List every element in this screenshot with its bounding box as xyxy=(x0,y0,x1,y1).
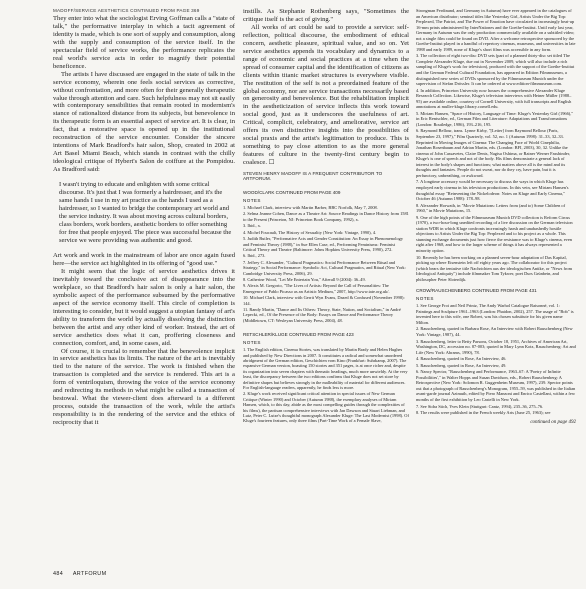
footnote: 10. Recently he has been working on a planned seven-hour adaptation of Das Kapital, picking up where Eisenstein left off eighty years ago. The collaborator for this project (which bears the tentative title Nachrichten aus der ideologischen Antike, or "News from Ideological Antiquity") include filmmaker Tom Tykwer, poet Durs Grünbein, and philosopher Peter Sloterdijk. xyxy=(416,254,573,282)
footnote: 7. Jeffrey C. Alexander, "Cultural Pragmatics: Social Performance Between Ritual and Strategy," in Social Performance: Symbolic Act, Cultural Pragmatics, and Ritual (New York: Cambridge University Press, 2006), 29. xyxy=(243,259,406,276)
body-paragraph: Of course, it is crucial to remember that the benevolence implicit in service aesthetics has its limits. The nature of the art is inevitably tied to the nature of the service. The work is finished when the transaction is completed and the service is rendered. This art is a form of ventriloquism, throwing the voice of the service economy and redirecting its methods in what might be called a transaction of bestowal. What the viewer-client does afterward is a different process, outside the transaction of the work, while the artist's responsibility is in the rendering of the service and the ethics of reciprocity that it xyxy=(53,347,235,427)
continued-kicker: MADOFF/SERVICE AESTHETICS CONTINUED FROM PAGE 369 xyxy=(53,8,200,13)
footnote: 5. Judith Butler, "Performative Acts and Gender Constitution: An Essay in Phenomenology and Feminist Theory (1988)," in Sue Ellen Case, ed., Performing Feminisms: Feminist Critical Theory and Theatre (Baltimore: Johns Hopkins University Press, 1990), 272. xyxy=(243,236,404,252)
footnote: 3. Rauschenberg, letter to Betty Parsons, October 18, 1951, Archives of American Art, Washington, DC, accession no. 87-003; quoted in Mary Lynn Kotz, Rauschenberg: Art and Life (New York: Abrams, 1990), 78. xyxy=(416,338,576,355)
footnote: 8. Alexander Horwath, in "Movie Mutations: Letters from (and to) Some Children of 1960," in Movie Mutations, 15. xyxy=(416,202,566,214)
footnote: 10. Michael Clark, interview with Gerrit Wyn Evans, Dazed & Confused (November 1998): 144. xyxy=(243,295,405,306)
footnote: Strongman Ferdinand, and Germany in Autumn) have ever appeared in the catalogues of an American distributor; seminal titles like Yesterday Girl, Artists Under the Big Top: Perplexed, The Patriot, and The Power of Emotion have circulated in increasingly beat-up 16-mm prints administered by InterNationes and the Goethe-Institut. Until early last year, Germany in Autumn was the only production commercially available on a subtitled video; not a single film could be found on DVD. After a welcome retrospective sponsored by the Goethe-Institut played in a handful of repertory cinemas, museums, and universities in late 1988 and early 1989, none of Kluge's short films was accessible in any form. xyxy=(416,8,576,52)
footnote: 5. Miriam Hansen, "Space of History, Language of Time: Kluge's Yesterday Girl (1966)," in Eric Rentschler, ed., German Film and Literature: Adaptations and Transformations (London: Routledge, 1986), 193–216, 195. xyxy=(416,110,574,127)
footnote: 1. See George Froi and Neil Printz, The Andy Warhol Catalogue Raisonné, vol. 1: Paintings and Sculpture 1961–1963 (London: Phaidon, 2002), 257. The usage of "Bob" is invented here to this wife, one Robert, was his chosen substitute for his given name Milton. xyxy=(416,303,574,325)
body-paragraph: They enter into what the sociologist Erving Goffman calls a "state of talk," the performative interplay in which a tacit agreement of identity is made, which is one sort of supply and consumption, along with the supply and consumption of the service itself. In the spectacular field of service works, the performance replicates the real world's service acts in order to magnify their potential beneficence. xyxy=(53,15,235,70)
footnote: 6. Raymond Bellour, trans. Lynne Kirby, "[Letter] from Raymond Bellour (Paris, September 23, 1997)," Film Quarterly, vol. 52, no. 1 (Autumn 1998): 31–33, 32–33. Reprinted in Moving Images of Cinema: The Changing Face of World Cinephilia, Jonathan Rosenbaum and Adrian Martin, eds. (London: BFI, 2003), 30, 32. Unlike the cinema of John Cassavetes, Claire Denis, Nagisa Oshima, or Rainer Werner Fassbinder, Kluge's is one of speech and not of the body. His films demonstrate a general lack of interest in the body's shapes and functions; what matters above all is the mind and its thoughts and fantasies. People do not sweat, nor do they cry, have pain, but it is perfunctory, unbreathing, or awkward. xyxy=(416,128,571,178)
footnote: 1. Michael Clark, interview with Martin Barber, BBC Norfolk, May 7, 2008. xyxy=(243,205,378,211)
footnote: 2. Kluge's work received significant critical attention in special issues of New German Critique (Winter 1990) and October (Autumn 1988), the exemplary analyses of Miriam Hansen, which, to this day, abide as the most compelling guides through the complexities of his films), the partisan comprehensive interviews with Jan Dawson and Stuart Liebman, and Lutz, Peter C. Lutze's thoughtful monograph Alexander Kluge: The Last Modernist (1998). Of Kluge's fourteen features, only three films (Part-Time Work of a Female Slave, xyxy=(243,391,409,424)
footnote: 4. In addition, Princeton University now houses the comprehensive Alexander Kluge Research Collection. Likewise, Kluge's television interviews with Heiner Müller (1988–95) are available online, courtesy of Cornell University, with full transcripts and English annotations at muller-kluge.library.cornell.edu. xyxy=(416,87,572,110)
footnote: 3. Ibid., x. xyxy=(243,223,262,229)
magazine-name: ARTFORUM xyxy=(72,571,107,577)
block-quote: I wasn't trying to educate and enlighten with some critical discourse. It's just that I was formerly a hairdresser, and it's the same hands I use in my art practice as the hands I used as a hairdresser, so I wanted to bridge the contemporary art world and the service industry. It was about moving across cultural borders, class borders, work borders, aesthetic borders to offer something for free that people enjoyed. The piece was successful because the service we were providing was authentic and good. xyxy=(59,181,232,245)
column-two xyxy=(243,8,409,425)
footnote: 2. Selma Jeanne Cohen, Dance as a Theatre Art: Source Readings in Dance History from 1581 to the Present (Princeton, NJ: Princeton Book Company, 1992), x. xyxy=(243,211,409,222)
body-paragraph: The artists I have discussed are engaged in the state of talk in the service economy, wherein one feels social services as corrective, without confrontation, and more often for their generally therapeutic value through attention and care. Such helpfulness may not sit easily with contemporary sensibilities that remain rooted in modernism's stance of rationalized distance from its subjects, but benevolence in its therapeutic form is an essential aspect of service art. It is clear, in fact, that a restorative space is opened up in the institutional reconstruction of the service encounter. Consider the sincere intentions of Mark Bradford's hair salon, Shop, created in 2002 at Art Basel Miami Beach, which stands in contrast with the chilly ideological critique of Hybert's Salon de coiffure at the Pompidou. As Bradford said: xyxy=(53,70,235,174)
notes-label: NOTES xyxy=(243,198,261,204)
footnote: 3. The collection of eight two-disc DVD sets (part of a planned thirty-disc set titled The Complete Alexander Kluge, due out in November 2009, which will also include a rich sampling of Kluge's work for television), produced with the support of the Goethe-Institut and the German Federal Cultural Foundation, has appeared in Edition Filmmuseum, a distinguished new series of DVDs sponsored by the Filmmuseum Munich under the supervision of Stefan Drössler. It can be ordered at www.edition-filmmuseum.com. xyxy=(416,53,575,87)
body-paragraph: instills. As Stephanie Rothenberg says, "Sometimes the critique itself is the act of giving." xyxy=(243,8,409,23)
notes-label: NOTES xyxy=(243,340,261,346)
section-heading-woodclark: WOOD/CLARK CONTINUED FROM PAGE 409 xyxy=(243,190,341,196)
footnote: 7. See Sidra Stich, Yves Klein (Stuttgart: Cantz, 1994), 235–36, 275–76. xyxy=(416,403,544,409)
footnote: 8. The results were published in the French weekly Arts (June 25, 1963); see xyxy=(416,410,551,416)
notes-label: NOTES xyxy=(416,296,434,302)
section-heading-kluge: RETSCHLER/KLUGE CONTINUED FROM PAGE 423 xyxy=(243,332,354,338)
section-heading-crow: CROW/RAUSCHENBERG CONTINUED FROM PAGE 431 xyxy=(416,288,537,294)
footnote: 6. Ibid., 273. xyxy=(243,253,266,259)
footnote: 1. The English edition, Cinema Stories, was translated by Martin Brady and Helen Hughes and published by New Directions in 2007. It constitutes a radical and somewhat unordered abridgment of the German edition, Geschichten vom Kino (Frankfurt: Suhrkamp, 2007). The expansive German version, boasting 150 stories and 351 pages, is at once richer and, despite its organization into seven chapters with thematic headings, much more unwieldy. At the very least, the discrepancy between the two editions confirms that Kluge does not set store by definitive shapes but believes strongly in the malleability of material for different audiences. For English-language readers, apparently, he finds less is more. xyxy=(243,347,408,391)
body-paragraph: Art work and work in the mainstream of labor are once again fused here—the service act highlighted in its offering of "good use." xyxy=(53,252,235,268)
body-paragraph: It might seem that the logic of service aesthetics drives it inevitably toward the conclusive act of disappearance into the workplace, so that Bradford's hair salon is only a hair salon, the symbolic aspect of the performance subsumed by the performative aspect of the service economy itself. This circle of completion is interesting to consider, but it would suggest a utopian fantasy of art's ability to transform the world by actually dissolving the distinction between the artist and any other kind of worker. Instead, the art of service aesthetics does what it can, proffering closeness and connection, comfort, and, in some cases, aid. xyxy=(53,267,235,347)
footnote: 4. Rauschenberg, quoted in Rose, An Interview, 46. xyxy=(416,356,507,362)
footnote: 4. Michel Foucault, The History of Sexuality (New York: Vintage, 1990), 4. xyxy=(243,229,377,235)
footnote: 2. Rauschenberg, quoted in Barbara Rose, An Interview with Robert Rauschenberg (New York: Vintage, 1987), 44. xyxy=(416,326,573,337)
footnote: 8. Catherine Wood, "Let Me Entertain You," Afterall 9 (2004): 36–49. xyxy=(243,276,366,282)
column-three xyxy=(416,8,576,425)
footnote: 5. Rauschenberg, quoted in Rose, An Interview, 49. xyxy=(416,362,507,368)
footnote: 7. A longtime accessory would be necessary to discuss the ways in which Kluge has employed early cinema in his television productions. In this vein, see Miriam Hansen's thoughtful essay "Reinventing the Nickelodeon: Notes on Kluge and Early Cinema," October 46 (Autumn 1988): 178–98. xyxy=(416,179,569,202)
footnote: 6. Nancy Spector, "Rauschenberg and Performance, 1963–67: A 'Poetry of Infinite Possibilities'," in Walter Hopps and Susan Davidson, eds., Robert Rauschenberg: A Retrospective (New York: Solomon R. Guggenheim Museum, 1997), 239. Spector points out that a photograph of Rauschenberg's Monogram, 1955–59, was published in the Italian avant-garde journal Azimuth, edited by Piero Manzoni and Enrico Castellani, within a few months of the first exhibition by Leo Castelli in New York. xyxy=(416,369,576,402)
footnote: 9. Alexis M. Gregorio, "The Lives of Artists: Beyond the Call of Personalities: The Emergence of Pablo Picasso as an Artistic Medium," 2007, http://www.tate.org.uk/. xyxy=(243,283,390,294)
continued-line: continued on page 492 xyxy=(530,419,576,425)
page-footer xyxy=(53,571,114,577)
body-paragraph: All works of art could be said to provide a service: self-reflection, political discourse, the embodiment of ethical concern, aesthetic pleasure, spiritual value, and so on. Yet service aesthetics appends its vocabulary and dynamics to a range of economic and social practices at a time when the spread of consumer capital and the identification of citizens as clients within titanic market structures is everywhere visible. The restitution of the self is not a preordained feature of the global economy, nor are service transactions necessarily based on generosity and benevolence. But the rehabilitation implicit in the aestheticization of service inflects this work toward social good, just as it underscores the usefulness of art. Critical, complicit, celebratory, and ameliorative, service art offers its own distinctive insights into the possibilities of social praxis and the artist's legitimation to produce. This is something to pay close attention to as the more general features of culture in the twenty-first century begin to coalesce. ☐ xyxy=(243,23,409,167)
column-one xyxy=(53,8,235,427)
footnote: 9. One of the high points of the Filmmuseum Munich DVD collection is Reform Circus (1970), a two-hour-long unedited recording of a live discussion on the German television station WDR in which Kluge confronts increasingly harsh and unabashedly hostile objections to Artists Under the Big Top: Perplexed and to his project as a whole. This stunning exchange documents just how fierce the resistance was to Kluge's cinema, even right after 1968, and how to the larger scheme of things it has always represented a minority option. xyxy=(416,214,573,253)
footnote: 11. Randy Martin, "Dance and Its Others: Theory, State, Nation, and Socialism," in André Lepecki, ed., Of the Presence of the Body: Essays on Dance and Performance Theory (Middletown, CT: Wesleyan University Press, 2004), 48. xyxy=(243,306,401,323)
author-byline: STEVEN HENRY MADOFF IS A FREQUENT CONTRIBUTOR TO ARTFORUM. xyxy=(243,171,383,182)
page-number: 484 xyxy=(53,571,64,577)
